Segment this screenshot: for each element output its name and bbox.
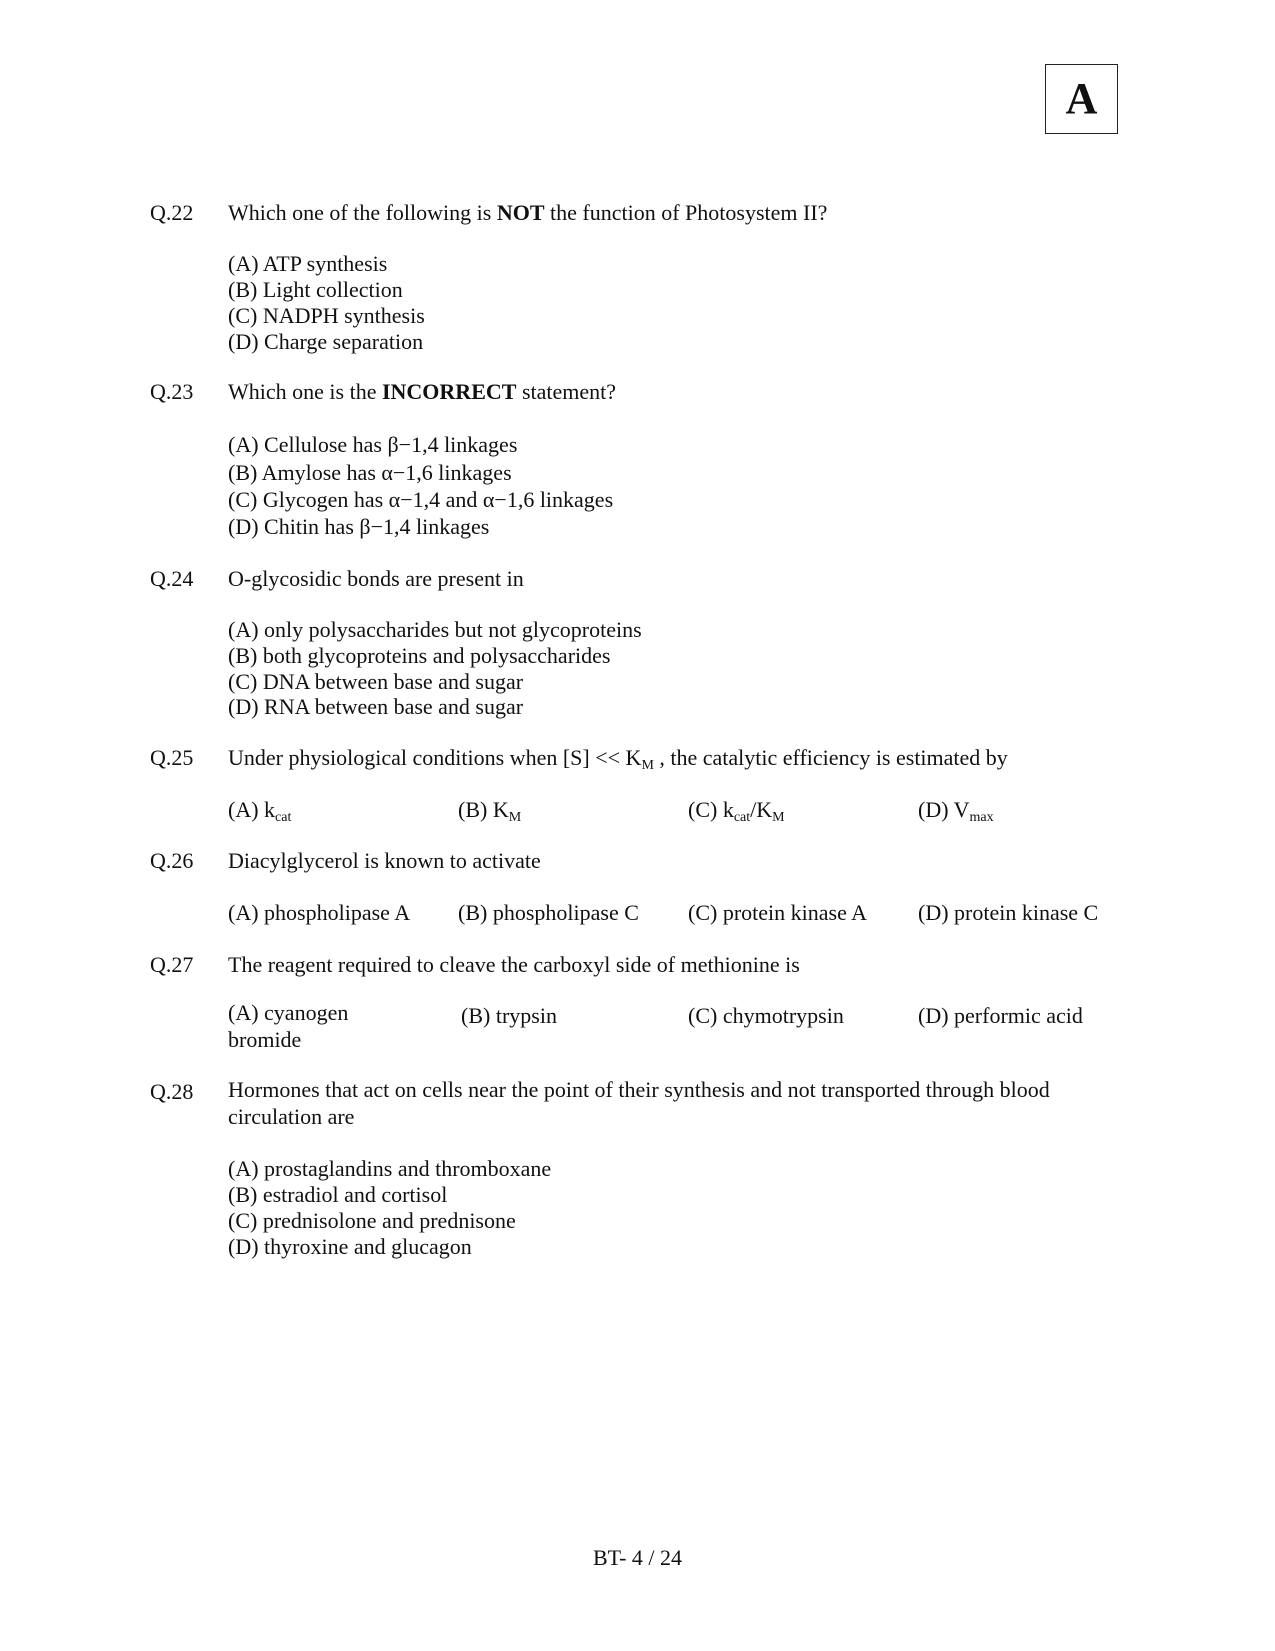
question-text: Diacylglycerol is known to activate	[228, 848, 541, 873]
option-d: (D) Chitin has β−1,4 linkages	[228, 514, 490, 539]
question-number: Q.25	[150, 745, 194, 770]
option-c: (C) chymotrypsin	[688, 1003, 844, 1028]
option-d: (D) protein kinase C	[918, 900, 1099, 925]
option-c: (C) DNA between base and sugar	[228, 669, 524, 694]
question-number: Q.22	[150, 200, 194, 225]
option-a: (A) prostaglandins and thromboxane	[228, 1156, 552, 1181]
option-d: (D) Charge separation	[228, 329, 424, 354]
option-a: (A) cyanogen bromide	[228, 1000, 349, 1052]
option-c: (C) Glycogen has α−1,4 and α−1,6 linkages	[228, 487, 614, 512]
question-number: Q.27	[150, 952, 194, 977]
option-a: (A) ATP synthesis	[228, 251, 388, 276]
option-d: (D) thyroxine and glucagon	[228, 1234, 472, 1259]
option-a: (A) only polysaccharides but not glycoproteins	[228, 617, 642, 642]
page-footer: BT- 4 / 24	[592, 1545, 683, 1570]
option-b: (B) $K_M$	[458, 797, 522, 825]
question-text: The reagent required to cleave the carboxyl side of methionine is	[228, 952, 800, 977]
question-text: O-glycosidic bonds are present in	[228, 566, 524, 591]
option-d: (D) performic acid	[918, 1003, 1083, 1028]
option-b: (B) phospholipase C	[458, 900, 639, 925]
option-c: (C) $k_{cat}/K_M$	[688, 797, 785, 825]
question-text: Hormones that act on cells near the point of their synthesis and not transported through blood circulation are	[228, 1077, 1050, 1129]
option-b: (B) Amylose has α−1,6 linkages	[228, 460, 512, 485]
option-b: (B) Light collection	[228, 277, 403, 302]
question-text: Which one of the following is NOT the function of Photosystem II?	[228, 200, 828, 225]
option-b: (B) both glycoproteins and polysaccharides	[228, 643, 611, 668]
option-a: (A) $k_{cat}$	[228, 797, 292, 825]
option-a: (A) Cellulose has β−1,4 linkages	[228, 432, 518, 457]
set-label: A	[1065, 74, 1098, 123]
option-b: (B) trypsin	[461, 1003, 557, 1028]
option-d: (D) $V_{max}$	[918, 797, 994, 825]
question-number: Q.26	[150, 848, 194, 873]
option-c: (C) NADPH synthesis	[228, 303, 425, 328]
question-number: Q.28	[150, 1079, 194, 1104]
option-a: (A) phospholipase A	[228, 900, 411, 925]
question-text: Which one is the INCORRECT statement?	[228, 379, 617, 404]
option-b: (B) estradiol and cortisol	[228, 1182, 448, 1207]
question-number: Q.23	[150, 379, 194, 404]
question-number: Q.24	[150, 566, 194, 591]
question-text: Under physiological conditions when $[S] << K_M$ , the catalytic efficiency is estimated by	[228, 745, 1008, 773]
option-d: (D) RNA between base and sugar	[228, 694, 524, 719]
option-c: (C) protein kinase A	[688, 900, 868, 925]
set-label-box	[1045, 64, 1118, 134]
option-c: (C) prednisolone and prednisone	[228, 1208, 516, 1233]
